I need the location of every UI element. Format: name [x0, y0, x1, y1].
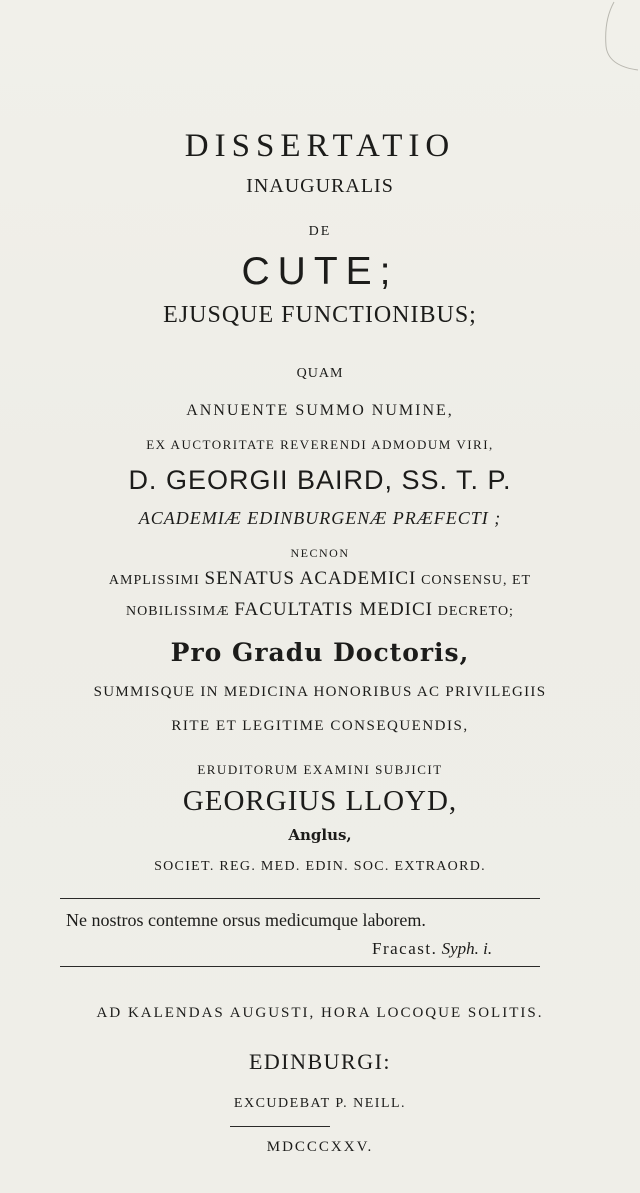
rite-line: RITE ET LEGITIME CONSEQUENDIS,	[171, 718, 469, 734]
epigraph-source	[372, 939, 492, 959]
nobilissimae-word: NOBILISSIMÆ	[126, 604, 230, 619]
eruditorum-line: ERUDITORUM EXAMINI SUBJICIT	[197, 762, 443, 777]
publication-year: MDCCCXXV.	[266, 1139, 374, 1155]
inauguralis-heading: INAUGURALIS	[246, 175, 394, 197]
epigraph-quote: Ne nostros contemne orsus medicumque laborem.	[66, 910, 426, 930]
author-name: GEORGIUS LLOYD,	[182, 785, 458, 817]
amplissimi-word: AMPLISSIMI	[108, 573, 200, 588]
page-corner-mark	[592, 0, 640, 72]
consensu-word: CONSENSU, ET	[421, 573, 532, 588]
academiae-line: ACADEMIÆ EDINBURGENÆ PRÆFECTI ;	[138, 508, 502, 528]
city-name: EDINBURGI:	[248, 1049, 392, 1074]
auctoritate-line: EX AUCTORITATE REVERENDI ADMODUM VIRI,	[146, 437, 494, 452]
honoribus-line: SUMMISQUE IN MEDICINA HONORIBUS AC PRIVILEGIIS	[93, 684, 547, 700]
dissertatio-heading: DISSERTATIO	[184, 128, 456, 164]
imprint-rule	[230, 1126, 330, 1127]
de-word: DE	[308, 224, 332, 239]
facultatis-line	[0, 599, 640, 621]
praefect-name: D. GEORGII BAIRD, SS. T. P.	[128, 465, 512, 495]
senatus-line	[0, 568, 640, 590]
top-rule	[60, 898, 540, 899]
epigraph-author: Fracast.	[372, 939, 438, 958]
date-line: AD KALENDAS AUGUSTI, HORA LOCOQUE SOLITIS.	[96, 1005, 544, 1021]
necnon-word: NECNON	[290, 546, 350, 560]
anglus-word: Anglus,	[288, 826, 352, 844]
societ-line: SOCIET. REG. MED. EDIN. SOC. EXTRAORD.	[154, 859, 486, 874]
pro-gradu-doctoris: Pro Gradu Doctoris,	[170, 638, 470, 667]
subject-title: CUTE;	[241, 250, 399, 293]
bottom-rule	[60, 966, 540, 967]
decreto-word: DECRETO;	[437, 604, 514, 619]
printer-line: EXCUDEBAT P. NEILL.	[233, 1096, 407, 1111]
annuente-line: ANNUENTE SUMMO NUMINE,	[186, 402, 454, 419]
epigraph-work: Syph. i.	[441, 939, 493, 958]
facultatis-medici: FACULTATIS MEDICI	[234, 599, 433, 620]
senatus-academici: SENATUS ACADEMICI	[204, 568, 417, 589]
subject-subtitle: EJUSQUE FUNCTIONIBUS;	[163, 302, 477, 328]
quam-word: QUAM	[296, 366, 344, 381]
